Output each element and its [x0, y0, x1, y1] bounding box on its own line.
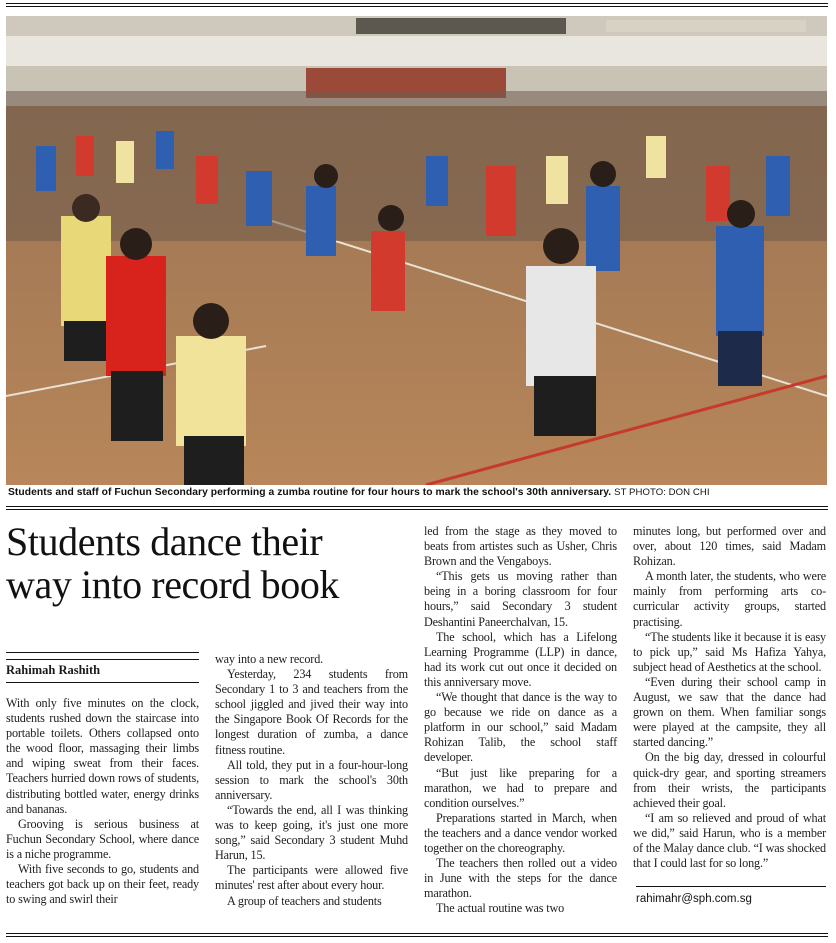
photo-credit: ST PHOTO: DON CHI	[614, 487, 710, 498]
column-3	[424, 524, 617, 916]
paragraph: A month later, the students, who were mainly from performing arts co-curricular activity groups, started practising.	[633, 569, 826, 629]
paragraph: “But just like preparing for a marathon, we had to prepare and condition ourselves.”	[424, 765, 617, 810]
paragraph: “The students like it because it is easy to pick up,” said Ms Hafiza Yahya, subject head of Aesthetics at the school.	[633, 629, 826, 674]
paragraph: led from the stage as they moved to beats from artistes such as Usher, Chris Brown and the Vengaboys.	[424, 524, 617, 569]
paragraph: Preparations started in March, when the teachers and a dance vendor worked together on the choreography.	[424, 810, 617, 855]
caption-rule	[6, 506, 828, 507]
paragraph: Yesterday, 234 students from Secondary 1 to 3 and teachers from the school jiggled and jived their way into the Singapore Book Of Records for the longest duration of zumba, a dance fitness routine.	[215, 667, 408, 757]
paragraph: “Towards the end, all I was thinking was to keep going, it's just one more song,” said Secondary 3 student Muhd Harun, 15.	[215, 802, 408, 863]
headline: Students dance their way into record book	[6, 519, 340, 607]
byline	[6, 652, 199, 683]
author-email[interactable]: rahimahr@sph.com.sg	[636, 886, 826, 905]
paragraph: With only five minutes on the clock, students rushed down the staircase into portable toilets. Others collapsed onto the wood floor, massaging their limbs and wiping sweat from their faces. Teachers hurried down rows of students, distributing bottled water, energy drinks and bananas.	[6, 696, 199, 816]
article-photo	[6, 16, 827, 485]
paragraph: A group of teachers and students	[227, 893, 382, 908]
byline-name: Rahimah Rashith	[6, 659, 199, 678]
top-rule	[6, 3, 828, 4]
bottom-rule	[6, 933, 828, 934]
column-1	[6, 696, 199, 907]
paragraph: “I am so relieved and proud of what we did,” said Harun, who is a member of the Malay dance club. “I was shocked that I could last for so long.”	[633, 810, 826, 871]
zumba-photo-illustration	[6, 16, 827, 485]
photo-caption	[8, 487, 828, 498]
paragraph: “Even during their school camp in August, we saw that the dance had grown on them. When familiar songs were played at the campsite, they all started dancing.”	[633, 674, 826, 750]
paragraph: way into a new record.	[215, 652, 324, 666]
bottom-rule-2	[6, 936, 828, 937]
paragraph: The school, which has a Lifelong Learning Programme (LLP) in dance, had its work cut out once it decided on this anniversary move.	[424, 629, 617, 689]
paragraph: “This gets us moving rather than being in a boring classroom for four hours,” said Secondary 3 student Deshantini Paneerchalvan, 15.	[424, 569, 617, 629]
paragraph: minutes long, but performed over and over, about 120 times, said Madam Rohizan.	[633, 524, 826, 569]
paragraph: On the big day, dressed in colourful quick-dry gear, and sporting streamers from their wrists, the participants achieved their goal.	[633, 750, 826, 810]
paragraph: The teachers then rolled out a video in June with the steps for the dance marathon.	[424, 856, 617, 901]
column-4	[633, 524, 826, 871]
paragraph: All told, they put in a four-hour-long session to mark the school's 30th anniversary.	[215, 757, 408, 802]
column-2	[215, 652, 408, 909]
caption-rule-2	[6, 509, 828, 510]
paragraph: “We thought that dance is the way to go because we ride on dance as a platform in our school,” said Madam Rohizan Talib, the school staff developer.	[424, 690, 617, 765]
paragraph: The actual routine was two	[436, 901, 565, 916]
paragraph: The participants were allowed five minutes' rest after about every hour.	[215, 863, 408, 893]
top-rule-2	[6, 6, 828, 7]
paragraph: With five seconds to go, students and teachers got back up on their feet, ready to swing and swirl their	[6, 862, 199, 907]
paragraph: Grooving is serious business at Fuchun Secondary School, where dance is a niche programme.	[6, 816, 199, 861]
caption-text: Students and staff of Fuchun Secondary performing a zumba routine for four hours to mark the school's 30th anniversary.	[8, 487, 612, 498]
